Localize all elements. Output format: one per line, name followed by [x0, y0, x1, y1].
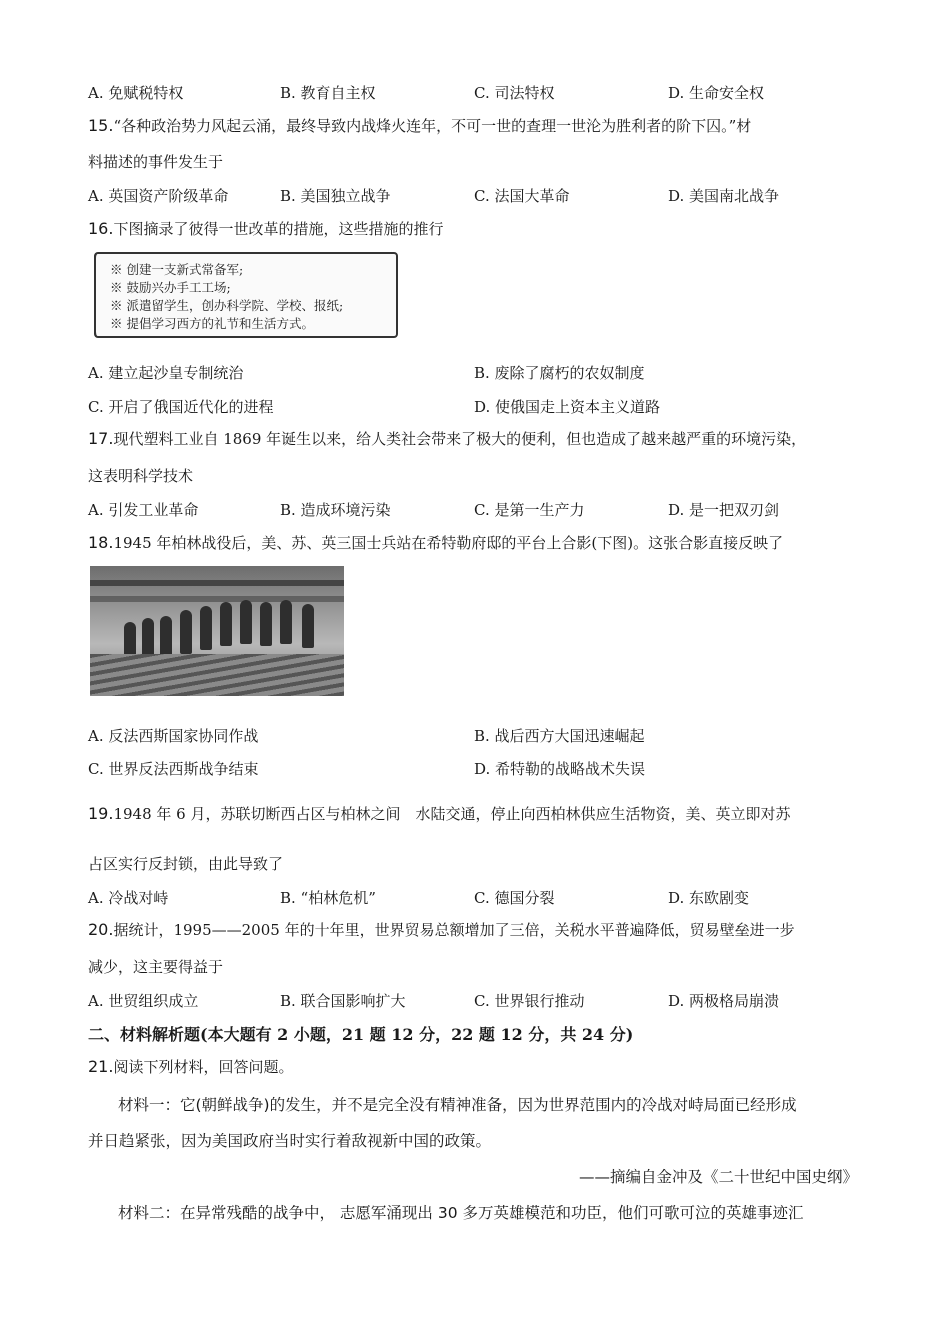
scroll-item: ※ 派遣留学生，创办科学院、学校、报纸; [110, 298, 344, 313]
q16-option-d: D. 使俄国走上资本主义道路 [474, 398, 661, 416]
q18-option-b: B. 战后西方大国迅速崛起 [474, 727, 645, 745]
q21-number: 21. [88, 1057, 114, 1076]
q19-stem [88, 803, 790, 824]
scroll-curl-decoration [94, 252, 106, 338]
photo-soldier [180, 610, 192, 654]
q15-option-b: B. 美国独立战争 [280, 187, 391, 205]
q14-option-d: D. 生命安全权 [668, 84, 765, 102]
q20-number: 20. [88, 920, 114, 939]
q15-stem-line1: “各种政治势力风起云涌，最终导致内战烽火连年，不可一世的查理一世沦为胜利者的阶下囚。”材 [113, 117, 752, 135]
q15-option-a: A. 英国资产阶级革命 [88, 187, 229, 205]
q14-option-a: A. 免赋税特权 [88, 84, 184, 102]
q19-stem-line2: 占区实行反封锁，由此导致了 [88, 855, 284, 873]
q21-stem-text: 阅读下列材料，回答问题。 [113, 1058, 294, 1076]
q15-stem [88, 115, 751, 136]
photo-soldier [240, 600, 252, 644]
reform-scroll-figure [94, 252, 398, 338]
q14-option-c: C. 司法特权 [474, 84, 555, 102]
section-heading: 二、材料解析题(本大题有 2 小题，21 题 12 分，22 题 12 分，共 24 分) [88, 1025, 634, 1044]
q19-option-b: B. “柏林危机” [280, 889, 376, 907]
q17-number: 17. [88, 429, 114, 448]
q15-option-c: C. 法国大革命 [474, 187, 570, 205]
q19-option-d: D. 东欧剧变 [668, 889, 750, 907]
q19-option-c: C. 德国分裂 [474, 889, 555, 907]
q15-stem-line2: 料描述的事件发生于 [88, 153, 224, 171]
q20-option-d: D. 两极格局崩溃 [668, 992, 780, 1010]
q17-stem-line1: 现代塑料工业自 1869 年诞生以来，给人类社会带来了极大的便利，但也造成了越来越严重的环境污染， [113, 430, 807, 448]
q19-stem-line1: 1948 年 6 月，苏联切断西占区与柏林之间 水陆交通，停止向西柏林供应生活物资，美、英立即对苏 [113, 805, 791, 823]
photo-soldier [220, 602, 232, 646]
q20-stem [88, 919, 795, 940]
photo-beam [90, 596, 344, 602]
q16-option-b: B. 废除了腐朽的农奴制度 [474, 364, 645, 382]
q20-option-c: C. 世界银行推动 [474, 992, 585, 1010]
q19-option-a: A. 冷战对峙 [88, 889, 169, 907]
photo-soldier [302, 604, 314, 648]
photo-soldier [260, 602, 272, 646]
scroll-item: ※ 创建一支新式常备军; [110, 262, 244, 277]
photo-terrace-ledge [90, 654, 344, 696]
q16-option-a: A. 建立起沙皇专制统治 [88, 364, 244, 382]
q17-option-c: C. 是第一生产力 [474, 501, 585, 519]
soldiers-group-photo [90, 566, 344, 696]
q16-number: 16. [88, 219, 114, 238]
q16-option-c: C. 开启了俄国近代化的进程 [88, 398, 274, 416]
q20-stem-line1: 据统计，1995——2005 年的十年里，世界贸易总额增加了三倍，关税水平普遍降低，贸易壁垒进一步 [113, 921, 795, 939]
q18-option-c: C. 世界反法西斯战争结束 [88, 760, 259, 778]
q21-material1-source: ——摘编自金冲及《二十世纪中国史纲》 [578, 1168, 858, 1186]
q18-stem [88, 532, 783, 553]
q21-material2-line1: 材料二：在异常残酷的战争中， 志愿军涌现出 30 多万英雄模范和功臣，他们可歌可泣的英雄事迹汇 [118, 1204, 804, 1222]
q17-option-a: A. 引发工业革命 [88, 501, 199, 519]
scroll-item: ※ 鼓励兴办手工工场; [110, 280, 231, 295]
q16-stem-text: 下图摘录了彼得一世改革的措施，这些措施的推行 [113, 220, 444, 238]
q20-stem-line2: 减少，这主要得益于 [88, 958, 224, 976]
q21-material1-line2: 并日趋紧张，因为美国政府当时实行着敌视新中国的政策。 [88, 1132, 492, 1150]
q14-option-b: B. 教育自主权 [280, 84, 376, 102]
q16-stem [88, 218, 443, 239]
photo-beam [90, 580, 344, 586]
q19-number: 19. [88, 804, 114, 823]
q20-option-a: A. 世贸组织成立 [88, 992, 199, 1010]
scroll-item: ※ 提倡学习西方的礼节和生活方式。 [110, 316, 314, 331]
q18-option-d: D. 希特勒的战略战术失误 [474, 760, 646, 778]
q18-number: 18. [88, 533, 114, 552]
photo-soldier [200, 606, 212, 650]
photo-soldier [280, 600, 292, 644]
q18-stem-text: 1945 年柏林战役后，美、苏、英三国士兵站在希特勒府邸的平台上合影(下图)。这张合影直接反映了 [113, 534, 784, 552]
q17-stem [88, 428, 806, 449]
q21-material1-line1: 材料一：它(朝鲜战争)的发生，并不是完全没有精神准备，因为世界范围内的冷战对峙局面已经形成 [118, 1096, 797, 1114]
q18-option-a: A. 反法西斯国家协同作战 [88, 727, 259, 745]
q21-stem [88, 1056, 293, 1077]
q17-option-d: D. 是一把双刃剑 [668, 501, 780, 519]
q17-option-b: B. 造成环境污染 [280, 501, 391, 519]
q17-stem-line2: 这表明科学技术 [88, 467, 194, 485]
q15-option-d: D. 美国南北战争 [668, 187, 780, 205]
q15-number: 15. [88, 116, 114, 135]
q20-option-b: B. 联合国影响扩大 [280, 992, 406, 1010]
